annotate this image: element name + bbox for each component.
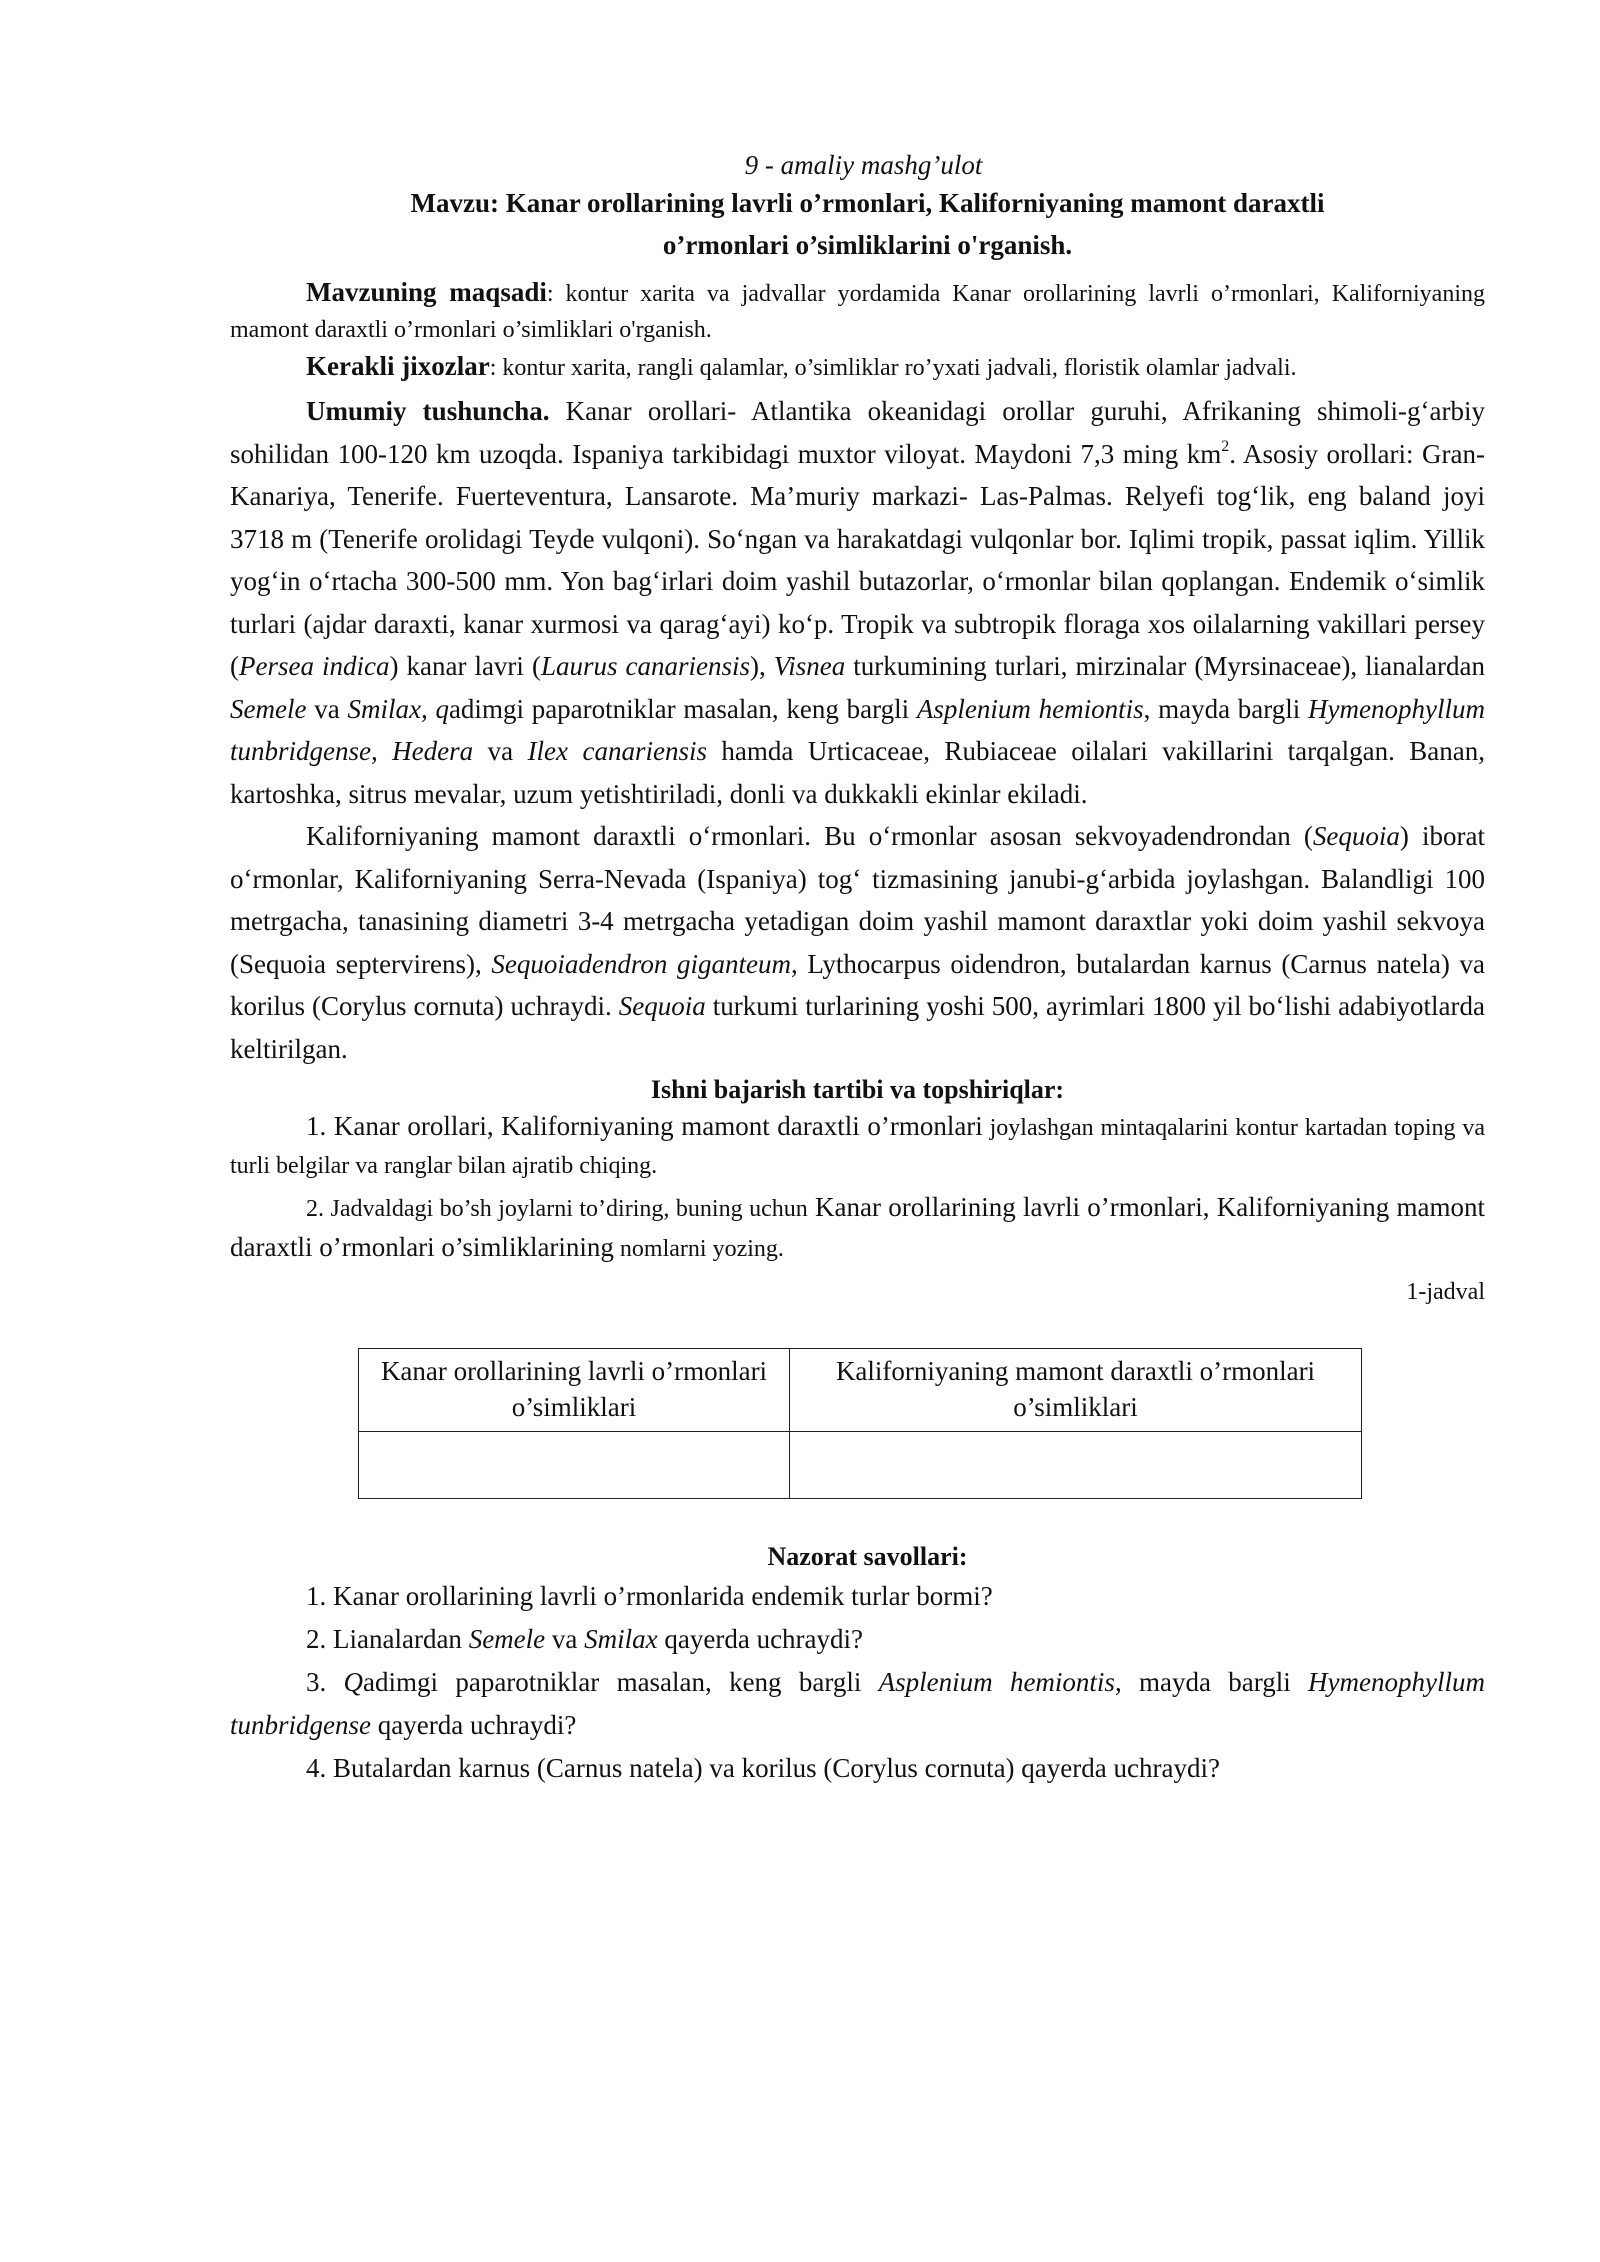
latin-name: Asplenium hemiontis [916,693,1144,724]
table-row [359,1432,1362,1499]
latin-name: Laurus canariensis [540,651,750,681]
text-run: nomlarni yozing. [613,1236,784,1262]
text-run: 2. Lianalardan [306,1624,469,1654]
text-run: , mayda bargli [1114,1667,1309,1697]
question-3 [230,1661,1485,1747]
goal-paragraph [230,274,1485,348]
page-title [230,182,1485,266]
table-empty-cell-canary[interactable] [359,1432,790,1499]
text-run: ), [749,651,774,681]
latin-name: Q [343,1667,364,1697]
text-run: , mayda bargli [1143,693,1309,724]
latin-name: Persea indica [239,651,390,681]
table-empty-cell-california[interactable] [790,1432,1362,1499]
task-1 [230,1108,1485,1184]
task-2 [230,1188,1485,1268]
california-paragraph [230,815,1485,1070]
latin-name: Sequoia [1312,821,1400,851]
table-header-row [359,1349,1362,1432]
question-2 [230,1618,1485,1661]
latin-name: Semele [468,1624,546,1654]
table-header-canary: Kanar orollarining lavrli o’rmonlari o’simliklari [359,1349,790,1432]
equipment-text: : kontur xarita, rangli qalamlar, o’simliklar ro’yxati jadvali, floristik olamlar jadvali. [489,355,1297,381]
text-run: 2. Jadvaldagi bo’sh joylarni to’diring, buning uchun [306,1196,808,1222]
text-run: , Lythocarpus oidendron, butalardan karnus (Carnus natela) va korilus (Corylus cornuta) uchraydi. [230,948,1486,1021]
goal-text: : kontur xarita va jadvallar yordamida Kanar orollarining lavrli o’rmonlari, Kaliforniyaning mamont daraxtli o’rmonlari o’simliklari o'rganish. [230,281,1485,343]
text-run: turkumining turlari, mirzinalar (Myrsinaceae), lianalardan [845,651,1486,681]
latin-name: Visnea [773,651,846,681]
latin-name: Hymenophyllum tunbridgense [230,1667,1485,1740]
text-run: va [306,693,348,724]
table-label: 1-jadval [1406,1279,1485,1305]
questions-heading: Nazorat savollari: [767,1542,968,1571]
latin-name: Asplenium hemiontis [878,1667,1115,1697]
text-run: hamda Urticaceae, Rubiaceae oilalari vakillarini tarqalgan. Banan, kartoshka, sitrus mevalar, uzum yetishtiriladi, donli va dukkakli ekinlar ekiladi. [230,736,1486,809]
question-1: 1. Kanar orollarining lavrli o’rmonlarida endemik turlar bormi? [306,1581,993,1611]
goal-label: Mavzuning maqsadi [306,277,547,307]
text-run: Kaliforniyaning mamont daraxtli o‘rmonlari. Bu o‘rmonlar asosan sekvoyadendrondan ( [306,821,1313,851]
latin-name: Sequoiadendron giganteum [491,948,791,979]
latin-name: Ilex canariensis [527,736,707,766]
latin-name: Sequoia [618,991,706,1021]
latin-name: Hymenophyllum tunbridgense, Hedera [230,693,1485,766]
general-concept-label: Umumiy tushuncha. [306,396,550,426]
latin-name: Smilax [584,1624,658,1654]
text-run: adimgi paparotniklar masalan, keng bargli [363,1667,879,1697]
lesson-number: 9 - amaliy mashg’ulot [744,150,983,180]
text-run: turkumi turlarining yoshi 500, ayrimlari 1800 yil bo‘lishi adabiyotlarda keltirilgan. [230,991,1485,1064]
table-header-california: Kaliforniyaning mamont daraxtli o’rmonlari o’simliklari [790,1349,1362,1432]
text-run: ) iborat o‘rmonlar, Kaliforniyaning Serra-Nevada (Ispaniya) tog‘ tizmasining janubi-g‘arbida joylashgan. Balandligi 100 metrgacha, tanasining diametri 3-4 metrgacha yetadigan doim yashil mamont daraxtlar yoki doim yashil sekvoya (Sequoia septervirens), [230,821,1485,979]
latin-name: Smilax, q [347,693,449,724]
text-run: qayerda uchraydi? [657,1624,864,1654]
document-page [230,148,1485,1790]
text-run: 3. [306,1667,344,1697]
title-line-2: o’rmonlari o’simliklarini o'rganish. [662,230,1073,260]
text-run: 1. Kanar orollari, Kaliforniyaning mamont daraxtli o’rmonlari [306,1111,983,1141]
text-run: adimgi paparotniklar masalan, keng bargli [448,693,917,724]
question-4: 4. Butalardan karnus (Carnus natela) va korilus (Corylus cornuta) qayerda uchraydi? [306,1753,1220,1783]
text-run: Kanar orollarining lavrli o’rmonlari, Kaliforniyaning mamont daraxtli o’rmonlari o’simliklarining [230,1192,1485,1262]
text-run: Kanar orollari- Atlantika okeanidagi orollar guruhi, Afrikaning shimoli-g‘arbiy sohilidan 100-120 km uzoqda. Ispaniya tarkibidagi muxtor viloyat. Maydoni 7,3 ming km [230,396,1485,469]
equipment-label: Kerakli jixozlar [306,351,490,381]
text-run: qayerda uchraydi? [371,1710,577,1740]
title-line-1: Mavzu: Kanar orollarining lavrli o’rmonlari, Kaliforniyaning mamont daraxtli [410,188,1325,218]
superscript: 2 [1221,437,1230,455]
text-run: . Asosiy orollari: Gran-Kanariya, Tenerife. Fuerteventura, Lansarote. Ma’muriy markazi- Las-Palmas. Relyefi tog‘lik, eng baland joyi 3718 m (Tenerife orolidagi Teyde vulqoni). So‘ngan va harakatdagi vulqonlar bor. Iqlimi tropik, passat iqlim. Yillik yog‘in o‘rtacha 300-500 mm. Yon bag‘irlari doim yashil butazorlar, o‘rmonlar bilan qoplangan. Endemik o‘simlik turlari (ajdar daraxti, kanar xurmosi va qarag‘ayi) ko‘p. Tropik va subtropik floraga xos oilalarning vakillari persey ( [230,438,1485,681]
text-run: va [545,1624,585,1654]
tasks-heading: Ishni bajarish tartibi va topshiriqlar: [650,1075,1065,1104]
plants-table [358,1348,1362,1499]
text-run: joylashgan mintaqalarini kontur kartadan toping va turli belgilar va ranglar bilan ajratib chiqing. [230,1115,1486,1179]
equipment-paragraph [230,348,1485,386]
text-run: va [473,736,528,766]
text-run: ) kanar lavri ( [389,651,541,681]
latin-name: Semele [230,693,307,724]
general-concept-paragraph [230,390,1485,815]
